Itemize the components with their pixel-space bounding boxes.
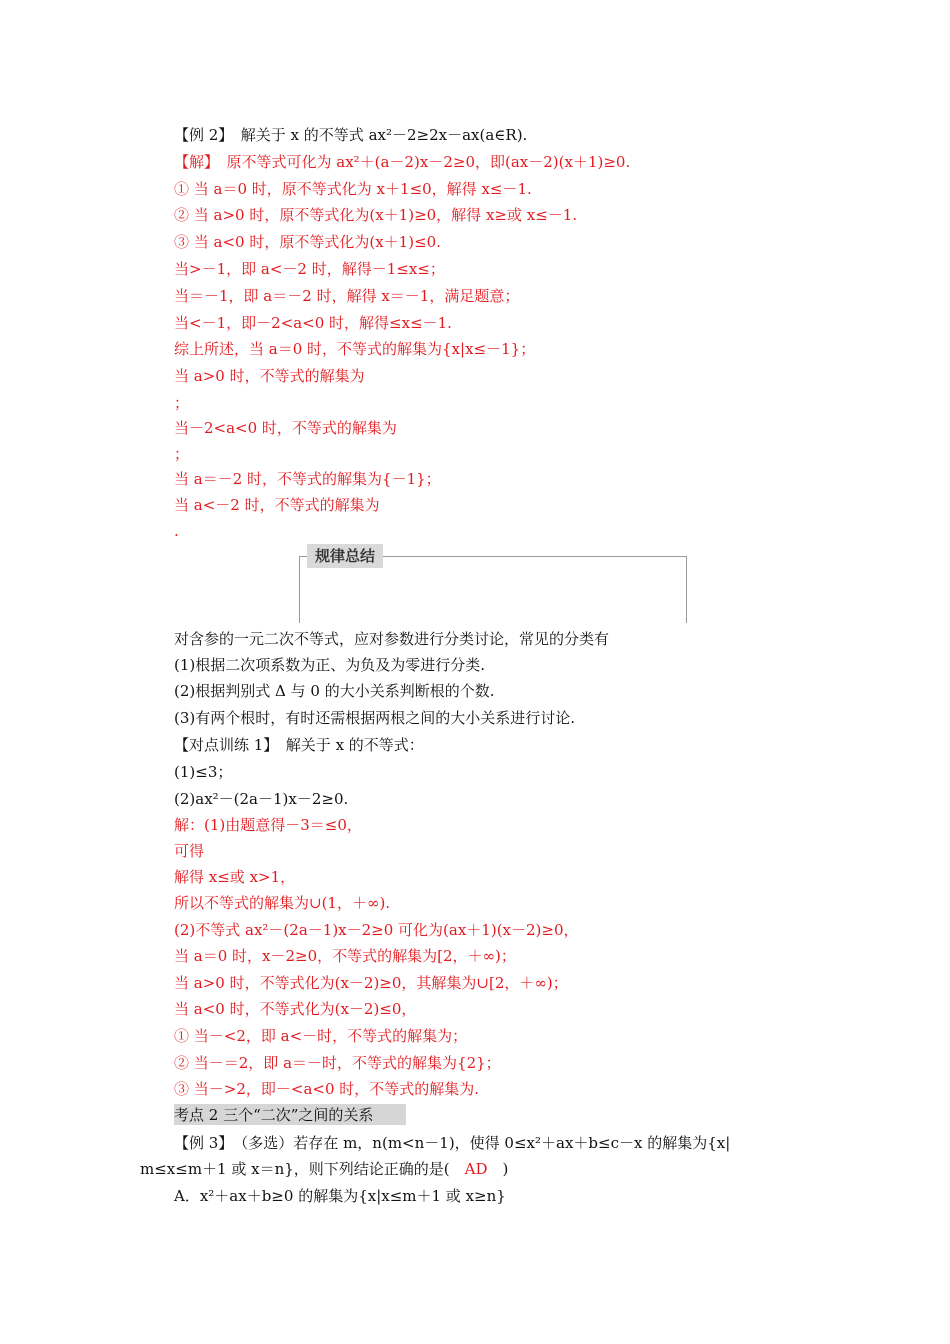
training1-solution-line: 所以不等式的解集为∪(1，＋∞). bbox=[174, 894, 391, 912]
example2-line: ① 当 a＝0 时，原不等式化为 x＋1≤0，解得 x≤－1. bbox=[174, 180, 532, 198]
example2-line: 当<－1，即－2<a<0 时，解得≤x≤－1. bbox=[174, 314, 452, 332]
example2-line: 当 a>0 时，不等式的解集为 bbox=[174, 367, 365, 385]
training1-solution-line: ② 当－＝2，即 a＝－时，不等式的解集为{2}； bbox=[174, 1054, 501, 1072]
example2-line: ； bbox=[174, 445, 190, 463]
example3-line2-text: m≤x≤m＋1 或 x＝n}，则下列结论正确的是( bbox=[140, 1160, 465, 1178]
example2-line: 当＝－1，即 a＝－2 时，解得 x＝－1，满足题意； bbox=[174, 287, 520, 305]
training1-question: (1)≤3； bbox=[174, 763, 233, 781]
section-heading: 考点 2 三个“二次”之间的关系 bbox=[174, 1106, 374, 1124]
example2-title: 【例 2】 解关于 x 的不等式 ax²－2≥2x－ax(a∈R). bbox=[174, 126, 528, 144]
training1-solution-line: 解得 x≤或 x>1， bbox=[174, 868, 296, 886]
summary-line: (1)根据二次项系数为正、为负及为零进行分类. bbox=[174, 656, 486, 674]
training1-solution-line: (2)不等式 ax²－(2a－1)x－2≥0 可化为(ax＋1)(x－2)≥0， bbox=[174, 921, 579, 939]
training1-solution-line: 当 a<0 时，不等式化为(x－2)≤0， bbox=[174, 1000, 417, 1018]
example2-line: 当 a<－2 时，不等式的解集为 bbox=[174, 496, 380, 514]
training1-title: 【对点训练 1】 解关于 x 的不等式： bbox=[174, 736, 424, 754]
example2-line: 当－2<a<0 时，不等式的解集为 bbox=[174, 419, 397, 437]
summary-line: (3)有两个根时，有时还需根据两根之间的大小关系进行讨论. bbox=[174, 709, 576, 727]
training1-solution-line: 当 a>0 时，不等式化为(x－2)≥0，其解集为∪[2，＋∞)； bbox=[174, 974, 568, 992]
example2-line: ② 当 a>0 时，原不等式化为(x＋1)≥0，解得 x≥或 x≤－1. bbox=[174, 206, 578, 224]
training1-question: (2)ax²－(2a－1)x－2≥0. bbox=[174, 790, 349, 808]
example2-line: 综上所述，当 a＝0 时，不等式的解集为{x|x≤－1}； bbox=[174, 340, 536, 358]
summary-tab: 规律总结 bbox=[307, 544, 383, 568]
example3-answer: AD bbox=[464, 1160, 488, 1178]
training1-solution-line: ① 当－<2，即 a<－时，不等式的解集为； bbox=[174, 1027, 468, 1045]
example2-line: . bbox=[174, 522, 179, 540]
example3-line2-close: ) bbox=[487, 1160, 509, 1178]
example2-line: 【解】 原不等式可化为 ax²＋(a－2)x－2≥0，即(ax－2)(x＋1)≥0. bbox=[174, 153, 631, 171]
example3-option-a: A．x²＋ax＋b≥0 的解集为{x|x≤m＋1 或 x≥n} bbox=[174, 1187, 506, 1205]
example3-line1: 【例 3】 （多选）若存在 m，n(m<n－1)，使得 0≤x²＋ax＋b≤c－x 的解集为{x| bbox=[174, 1134, 731, 1152]
training1-solution-line: 当 a＝0 时，x－2≥0，不等式的解集为[2，＋∞)； bbox=[174, 947, 516, 965]
example3-line2 bbox=[140, 1159, 508, 1179]
example2-line: ； bbox=[174, 394, 190, 412]
training1-solution-line: ③ 当－>2，即－<a<0 时，不等式的解集为. bbox=[174, 1080, 480, 1098]
summary-line: (2)根据判别式 Δ 与 0 的大小关系判断根的个数. bbox=[174, 682, 495, 700]
example2-line: 当>－1，即 a<－2 时，解得－1≤x≤； bbox=[174, 260, 445, 278]
summary-line: 对含参的一元二次不等式，应对参数进行分类讨论，常见的分类有 bbox=[174, 630, 610, 648]
example2-line: 当 a＝－2 时，不等式的解集为{－1}； bbox=[174, 470, 441, 488]
training1-solution-line: 可得 bbox=[174, 842, 205, 860]
example2-line: ③ 当 a<0 时，原不等式化为(x＋1)≤0. bbox=[174, 233, 441, 251]
training1-solution-line: 解：(1)由题意得－3＝≤0， bbox=[174, 816, 362, 834]
